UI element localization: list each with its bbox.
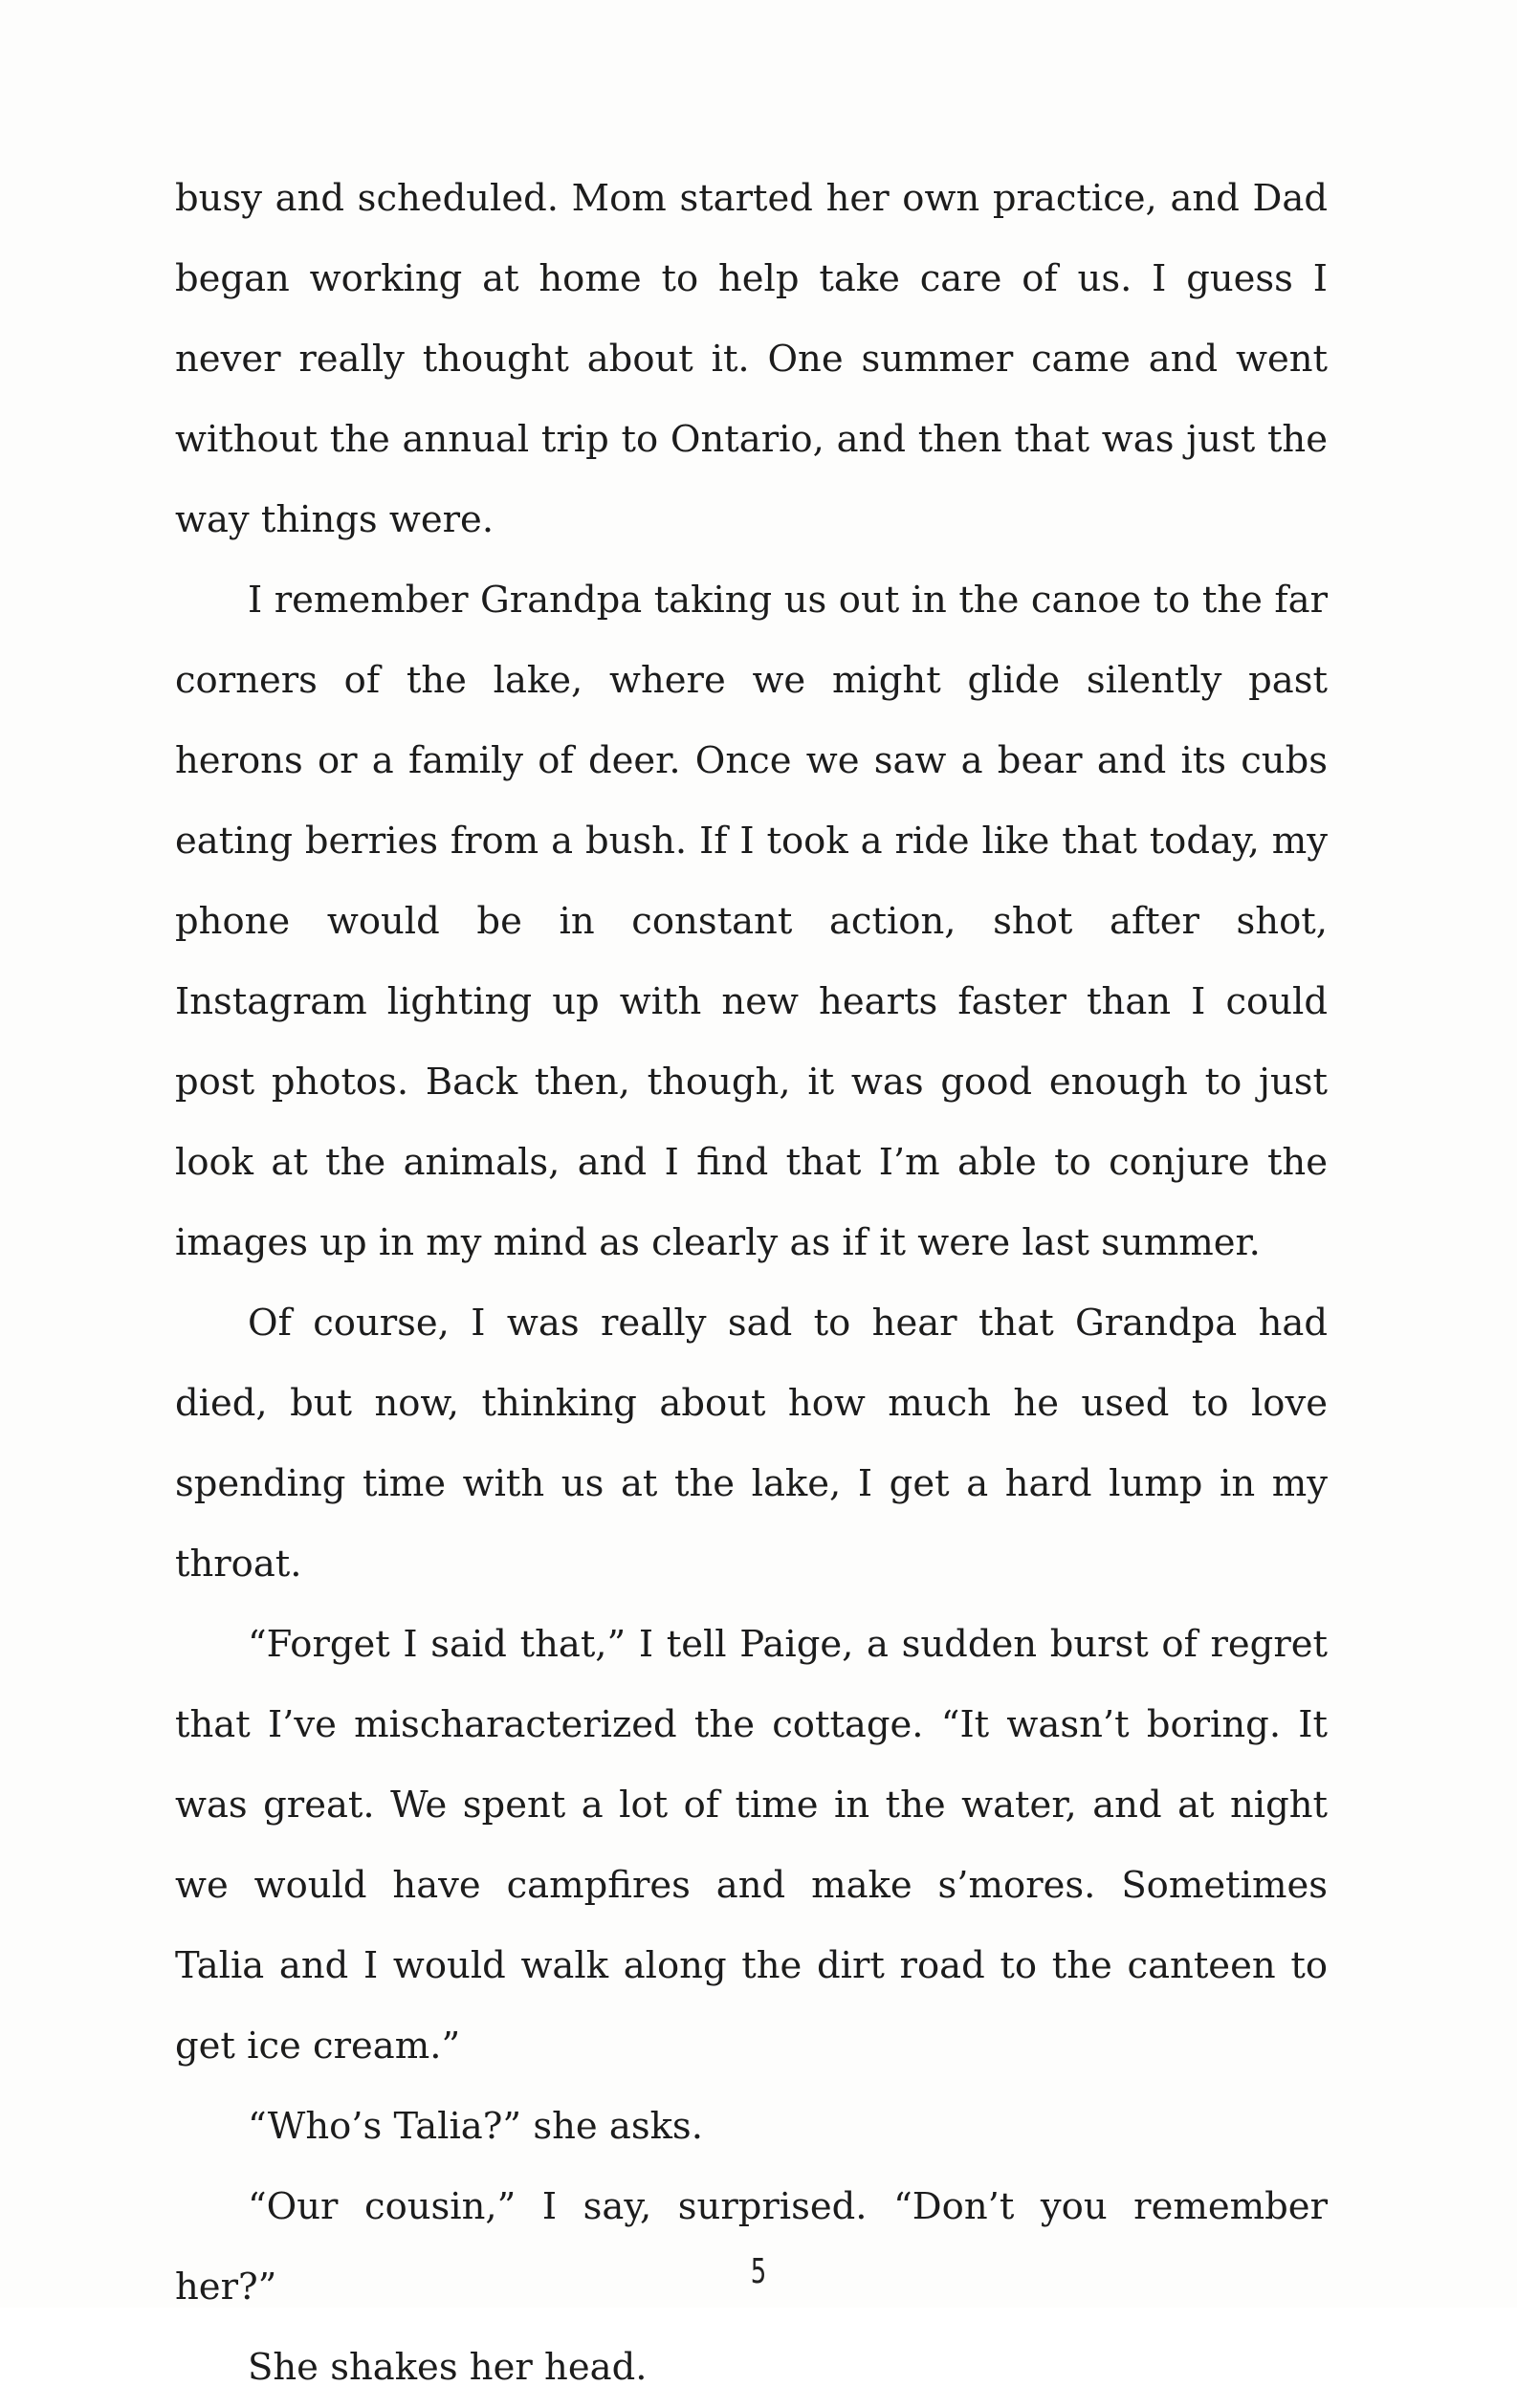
paragraph-5: “Who’s Talia?” she asks.: [248, 2105, 703, 2148]
paragraph-6: “Our cousin,” I say, surprised. “Don’t you remember her?”: [175, 2185, 1328, 2309]
paragraph-1: busy and scheduled. Mom started her own practice, and Dad began working at home to help take care of us. I guess I never really thought about it. One summer came and went without the annual trip to Ontario, and then that was just the way things were.: [175, 177, 1328, 541]
paragraph-2: I remember Grandpa taking us out in the canoe to the far corners of the lake, where we might glide silently past herons or a family of deer. Once we saw a bear and its cubs eating berries from a bush. If I took a ride like that today, my phone would be in constant action, shot after shot, Instagram lighting up with new hearts faster than I could post photos. Back then, though, it was good enough to just look at the animals, and I find that I’m able to conjure the images up in my mind as clearly as if it were last summer.: [175, 579, 1328, 1264]
paragraph-4: “Forget I said that,” I tell Paige, a sudden burst of regret that I’ve mischaracterized the cottage. “It wasn’t boring. It was great. We spent a lot of time in the water, and at night we would have campfires and make s’mores. Sometimes Talia and I would walk along the dirt road to the canteen to get ice cream.”: [175, 1623, 1328, 2068]
paragraph-7: She shakes her head.: [248, 2346, 648, 2389]
page-number: 5: [750, 2252, 767, 2291]
body-text: [175, 159, 1328, 2408]
paragraph-3: Of course, I was really sad to hear that Grandpa had died, but now, thinking about how much he used to love spending time with us at the lake, I get a hard lump in my throat.: [175, 1302, 1328, 1586]
